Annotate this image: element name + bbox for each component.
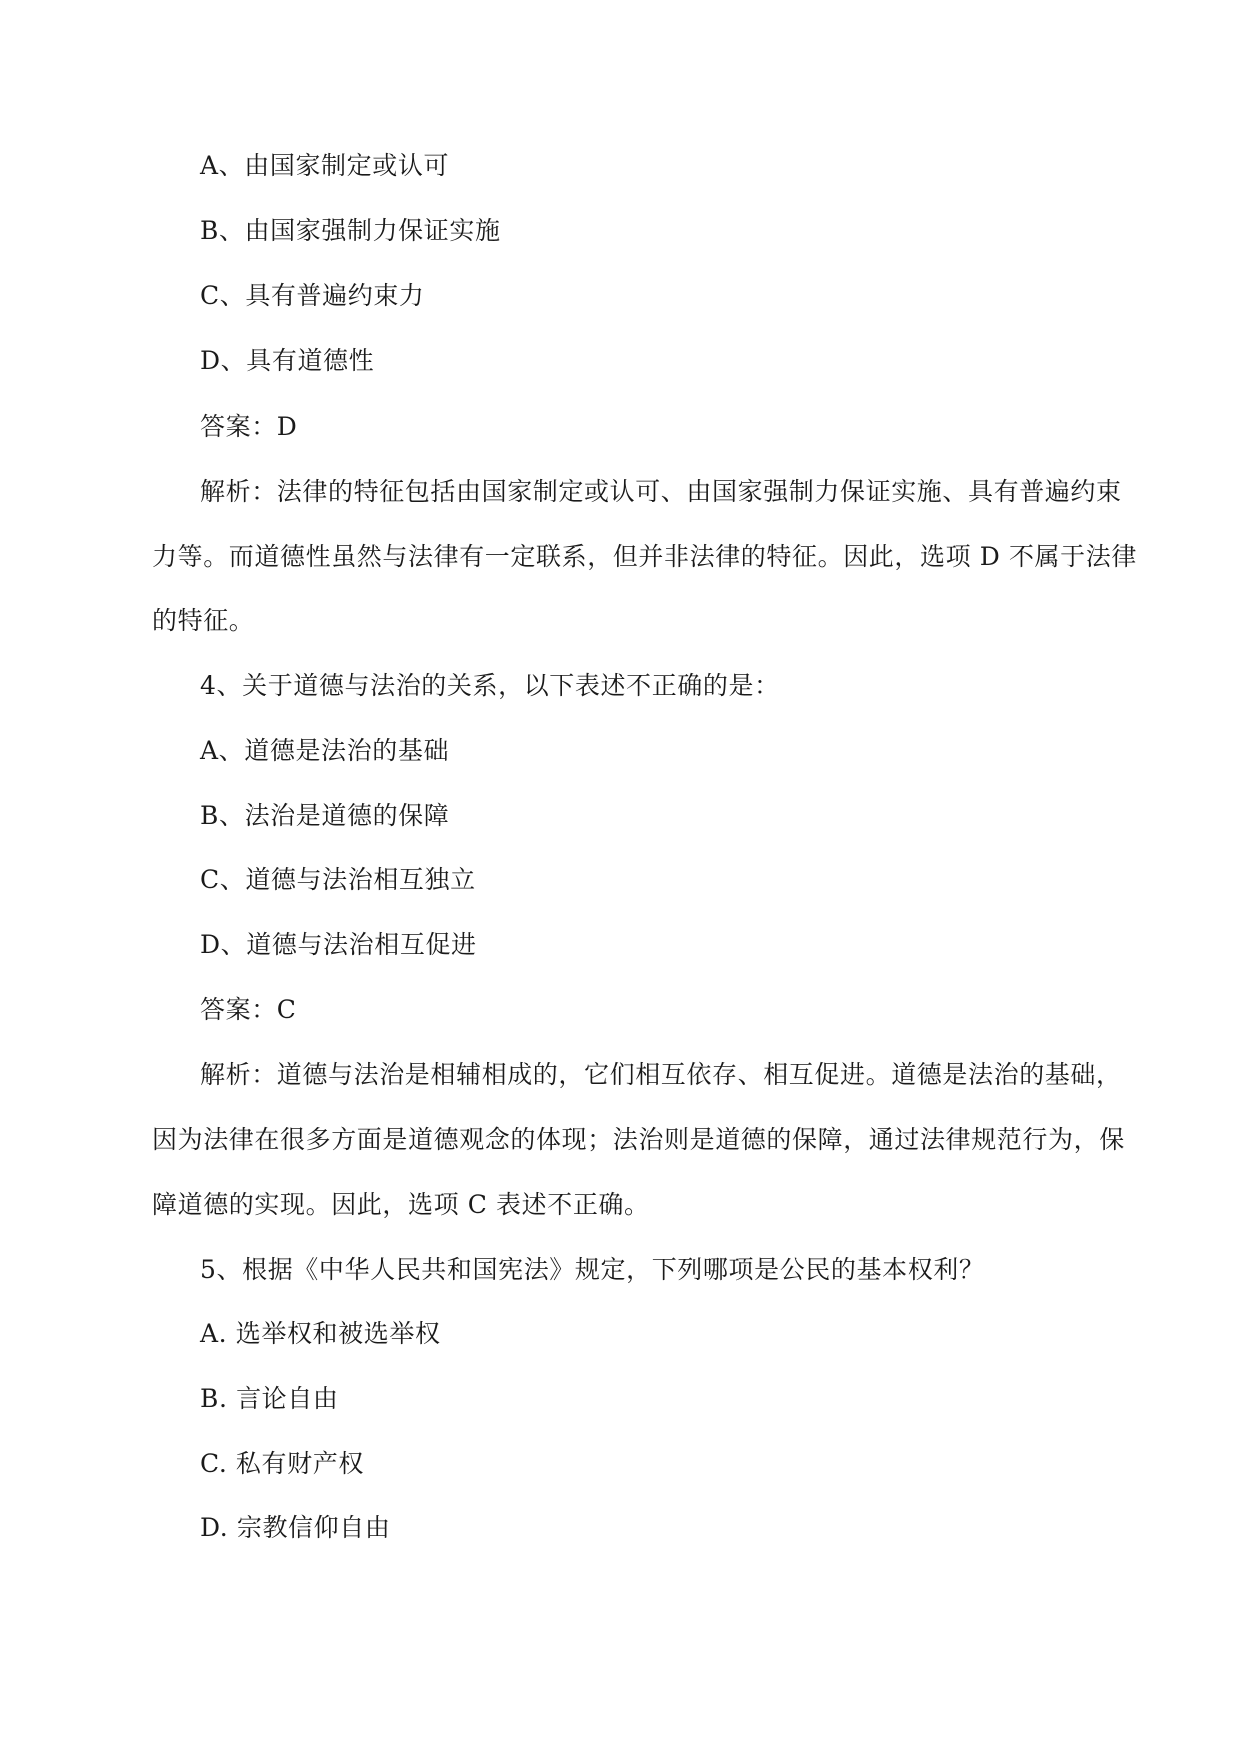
q5-option-c: C. 私有财产权 <box>200 1449 364 1478</box>
q4-option-c: C、道德与法治相互独立 <box>200 865 476 894</box>
q5-option-d: D. 宗教信仰自由 <box>200 1513 391 1542</box>
q4-option-a: A、道德是法治的基础 <box>200 736 450 765</box>
q4-answer: 答案：C <box>200 995 297 1024</box>
q3-answer: 答案：D <box>200 412 298 441</box>
q4-stem: 4、关于道德与法治的关系，以下表述不正确的是： <box>200 671 780 700</box>
q4-option-b: B、法治是道德的保障 <box>200 801 450 830</box>
q3-option-b: B、由国家强制力保证实施 <box>200 216 501 245</box>
q4-analysis-line-1: 解析：道德与法治是相辅相成的，它们相互依存、相互促进。道德是法治的基础， <box>200 1060 1122 1089</box>
q5-option-a: A. 选举权和被选举权 <box>200 1319 441 1348</box>
q3-analysis-line-2: 力等。而道德性虽然与法律有一定联系，但并非法律的特征。因此，选项 D 不属于法律 <box>152 542 1137 571</box>
q3-analysis-line-3: 的特征。 <box>152 606 255 635</box>
q3-option-c: C、具有普遍约束力 <box>200 281 425 310</box>
q4-option-d: D、道德与法治相互促进 <box>200 930 477 959</box>
q3-option-d: D、具有道德性 <box>200 346 375 375</box>
q3-analysis-line-1: 解析：法律的特征包括由国家制定或认可、由国家强制力保证实施、具有普遍约束 <box>200 477 1122 506</box>
q3-option-a: A、由国家制定或认可 <box>200 151 450 180</box>
q4-analysis-line-3: 障道德的实现。因此，选项 C 表述不正确。 <box>152 1190 650 1219</box>
q4-analysis-line-2: 因为法律在很多方面是道德观念的体现；法治则是道德的保障，通过法律规范行为，保 <box>152 1125 1125 1154</box>
q5-option-b: B. 言论自由 <box>200 1384 339 1413</box>
q5-stem: 5、根据《中华人民共和国宪法》规定，下列哪项是公民的基本权利？ <box>200 1255 985 1284</box>
